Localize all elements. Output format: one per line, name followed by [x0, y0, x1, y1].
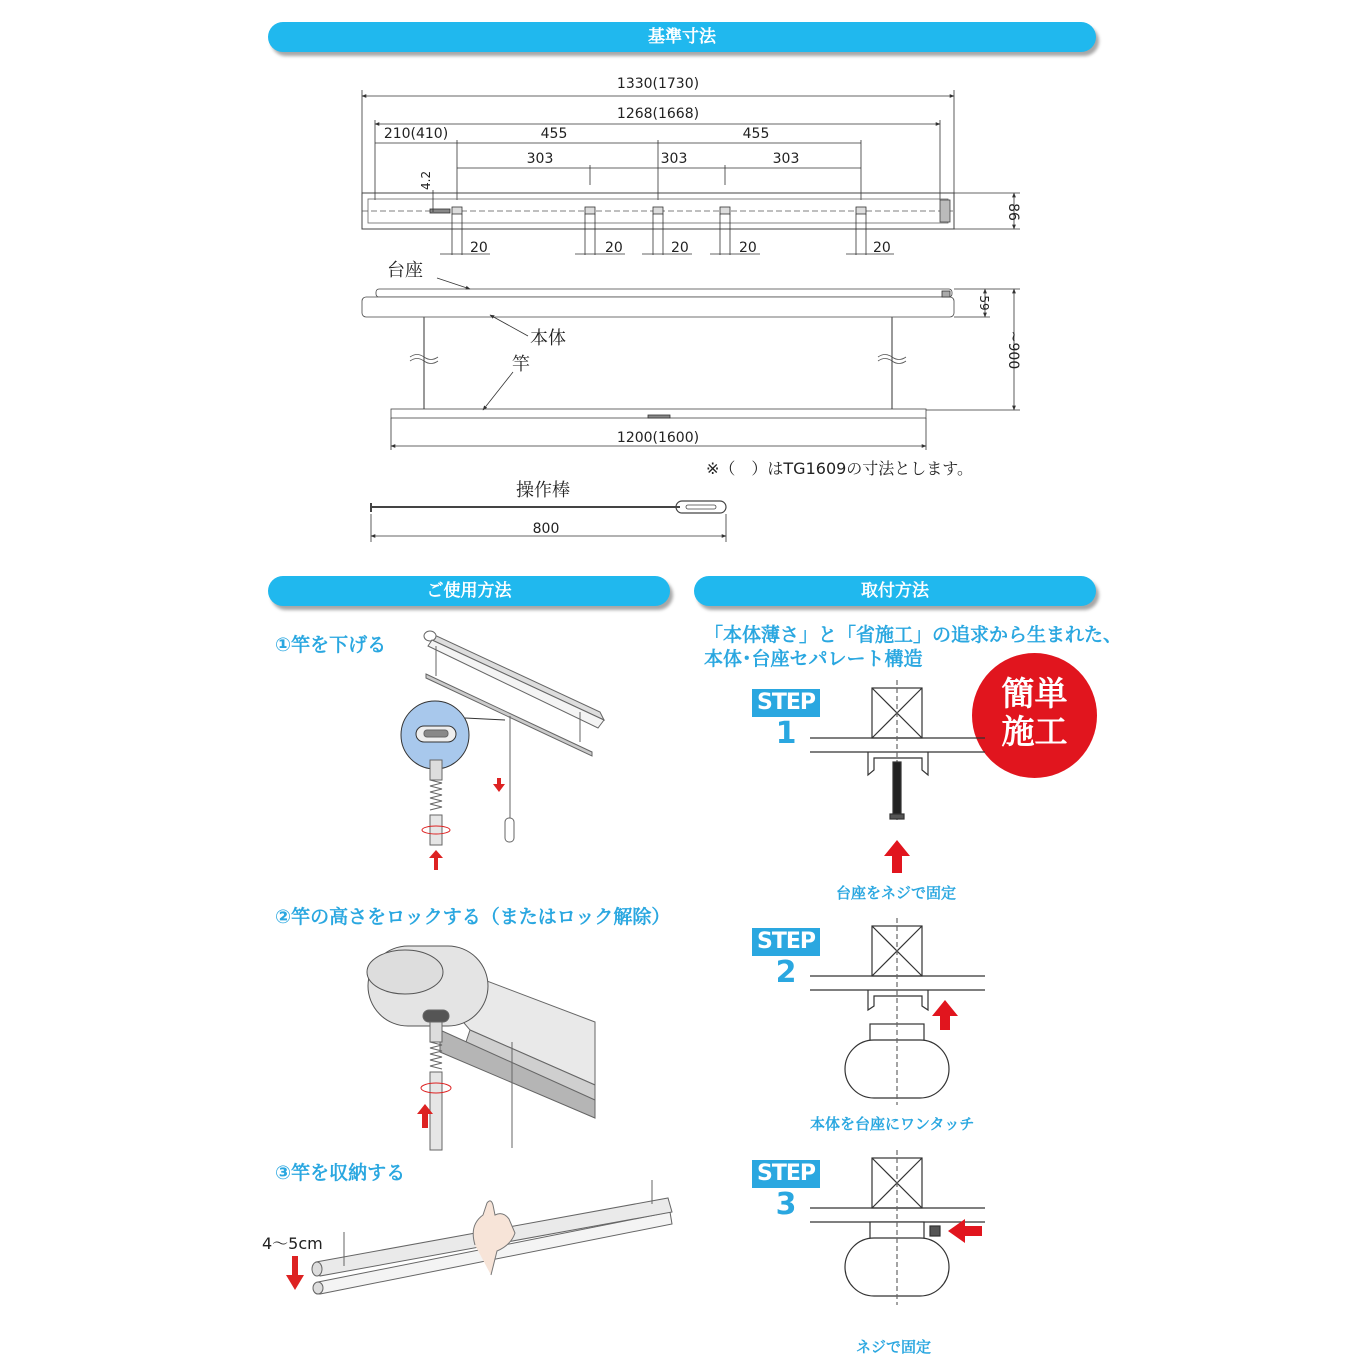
step-tag: STEP: [752, 928, 820, 956]
dim-height-small: 4.2: [419, 170, 433, 190]
dimensions-banner: 基準寸法: [268, 22, 1096, 52]
dim-hole-5: 20: [873, 240, 891, 256]
install-step-3-caption: ネジで固定: [856, 1338, 932, 1356]
install-headline-1: 「本体薄さ」と「省施工」の追求から生まれた、: [704, 624, 1123, 646]
dim-inner: 1268(1668): [616, 106, 700, 122]
install-step-1-caption: 台座をネジで固定: [836, 884, 957, 902]
badge-line-2: 施工: [1001, 712, 1068, 751]
usage-banner: ご使用方法: [268, 576, 670, 606]
step-number: 1: [775, 716, 797, 751]
dim-hole-4: 20: [739, 240, 757, 256]
dim-drop: ~900: [1005, 330, 1021, 370]
dim-hole-3: 20: [671, 240, 689, 256]
install-step-2-caption: 本体を台座にワンタッチ: [810, 1115, 975, 1133]
dim-left: 210(410): [383, 126, 449, 142]
dim-pitch-2: 303: [660, 151, 688, 167]
dim-span-b: 455: [742, 126, 770, 142]
usage-step-3-title: ③竿を収納する: [275, 1162, 406, 1184]
step-tag: STEP: [752, 689, 820, 717]
step-number: 2: [775, 955, 797, 990]
dim-hole-1: 20: [470, 240, 488, 256]
dim-pitch-1: 303: [526, 151, 554, 167]
step-tag: STEP: [752, 1160, 820, 1188]
dim-pitch-3: 303: [772, 151, 800, 167]
step-number: 3: [775, 1187, 797, 1222]
install-headline-2: 本体･台座セパレート構造: [704, 648, 923, 670]
dim-overall: 1330(1730): [616, 76, 700, 92]
dim-body-height: 59: [977, 295, 991, 311]
label-base: 台座: [387, 260, 423, 281]
dimension-note: ※（ ）はTG1609の寸法とします。: [706, 459, 974, 478]
usage-step-1-title: ①竿を下げる: [275, 634, 387, 656]
label-body: 本体: [530, 328, 566, 349]
label-rod: 操作棒: [516, 480, 570, 501]
installation-banner: 取付方法: [694, 576, 1096, 606]
dim-span-a: 455: [540, 126, 568, 142]
usage-step-2-title: ②竿の高さをロックする（またはロック解除）: [275, 906, 671, 928]
label-pole: 竿: [512, 354, 530, 375]
badge-line-1: 簡単: [1001, 674, 1068, 713]
dim-rod-length: 800: [532, 521, 560, 537]
dim-hole-2: 20: [605, 240, 623, 256]
dim-depth: 86: [1005, 203, 1021, 221]
usage-gap-label: 4〜5cm: [262, 1234, 323, 1253]
dim-pole-length: 1200(1600): [616, 430, 700, 446]
